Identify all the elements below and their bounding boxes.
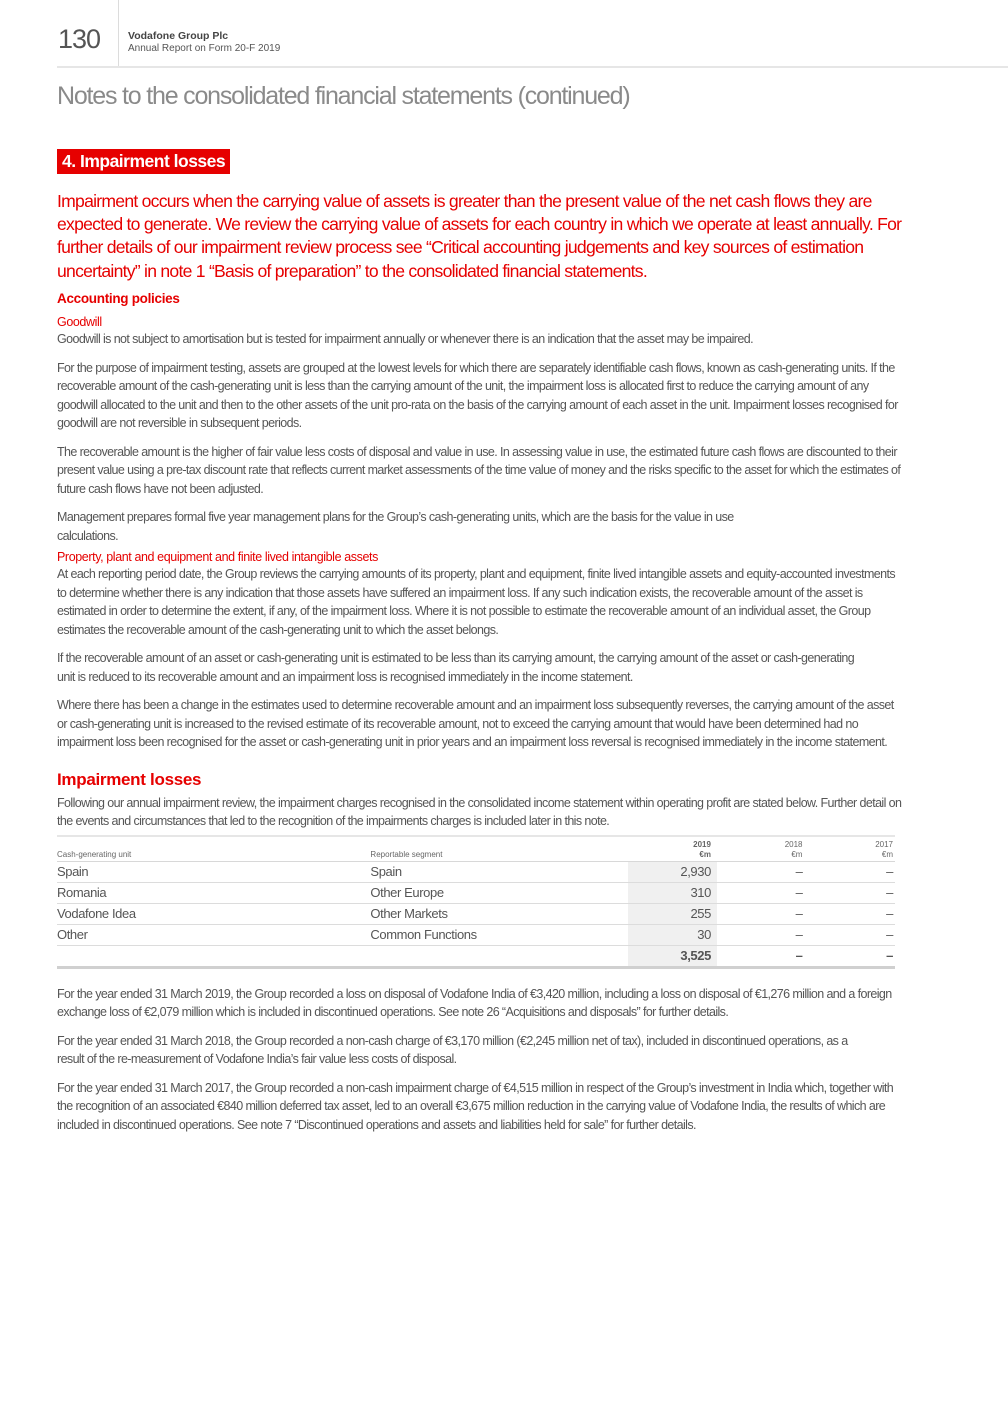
cell-2017: – xyxy=(804,903,895,924)
cell-2019: 310 xyxy=(628,882,717,903)
note-intro: Impairment occurs when the carrying value of assets is greater than the present value of the net cash flows they are expected to generate. We review the carrying value of assets for each country in which we operate at least annually. For further details of our impairment review process see “Critical accounting judgements and key sources of estimation uncertainty” in note 1 “Basis of preparation” to the consolidated financial statements. xyxy=(57,191,902,281)
header-divider xyxy=(118,0,119,66)
note-title-badge: 4. Impairment losses xyxy=(57,149,230,174)
ppe-paragraph: If the recoverable amount of an asset or cash-generating unit is estimated to be less than its carrying amount, the carrying amount of the asset or cash-generating unit is reduced to its recoverable amount and an impairment loss is recognised immediately in the income statement. xyxy=(57,651,855,684)
table-row xyxy=(57,861,895,882)
col-header-2017: 2017 €m xyxy=(875,839,893,859)
cell-2017: – xyxy=(804,924,895,945)
impairment-losses-intro: Following our annual impairment review, the impairment charges recognised in the consolidated income statement within operating profit are stated below. Further detail on the events and circumstances that led to the recognition of the impairments charges is included later in this note. xyxy=(57,795,902,828)
table-header-row xyxy=(57,836,895,862)
ppe-paragraph: At each reporting period date, the Group reviews the carrying amounts of its property, plant and equipment, finite lived intangible assets and equity-accounted investments to determine whether there is any indication that those assets have suffered an impairment loss. If any such indication exists, the recoverable amount of the asset is estimated in order to determine the extent, if any, of the impairment loss. Where it is not possible to estimate the recoverable amount of an individual asset, the Group estimates the recoverable amount of the cash-generating unit to which the asset belongs. xyxy=(57,567,895,637)
cell-2017: – xyxy=(804,861,895,882)
cell-2019: 30 xyxy=(628,924,717,945)
col-header-cgu: Cash-generating unit xyxy=(57,849,132,859)
cell-cgu: Spain xyxy=(57,861,370,882)
table-row xyxy=(57,924,895,945)
impairment-note-2018: For the year ended 31 March 2018, the Group recorded a non-cash charge of €3,170 million (€2,245 million net of tax), included in discontinued operations, as a result of the re-measurement of Vodafone India’s fair value less costs of disposal. xyxy=(57,1033,848,1066)
cell-2018: – xyxy=(717,924,805,945)
cell-segment: Common Functions xyxy=(370,924,628,945)
table-row xyxy=(57,882,895,903)
ppe-paragraph: Where there has been a change in the estimates used to determine recoverable amount and an impairment loss subsequently reverses, the carrying amount of the asset or cash-generating unit is increased to the revised estimate of its recoverable amount, not to exceed the carrying amount that would have been determined had no impairment loss been recognised for the asset or cash-generating unit in prior years and an impairment loss reversal is recognised immediately in the income statement. xyxy=(57,698,894,749)
goodwill-paragraph: For the purpose of impairment testing, assets are grouped at the lowest levels for which there are separately identifiable cash flows, known as cash-generating units. If the recoverable amount of the cash-generating unit is less than the carrying amount of the unit, the impairment loss is allocated first to reduce the carrying amount of any goodwill allocated to the unit and then to the other assets of the unit pro-rata on the basis of the carrying amount of each asset in the unit. Impairment losses recognised for goodwill are not reversible in subsequent periods. xyxy=(57,360,898,430)
col-header-2018: 2018 €m xyxy=(784,839,803,859)
cell-cgu: Other xyxy=(57,924,370,945)
col-header-segment: Reportable segment xyxy=(370,849,443,859)
cell-2018: – xyxy=(717,882,805,903)
table-total-row xyxy=(57,945,895,967)
total-2018: – xyxy=(717,945,805,967)
col-header-2019: 2019 €m xyxy=(693,839,711,859)
accounting-policies-heading: Accounting policies xyxy=(57,291,180,306)
total-2019: 3,525 xyxy=(628,945,717,967)
cell-2018: – xyxy=(717,903,805,924)
impairment-notes xyxy=(57,985,902,1135)
cell-cgu: Vodafone Idea xyxy=(57,903,370,924)
cell-2017: – xyxy=(804,882,895,903)
cell-segment: Other Europe xyxy=(370,882,628,903)
document-title: Notes to the consolidated financial statements (continued) xyxy=(57,82,630,110)
cell-segment: Spain xyxy=(370,861,628,882)
table-row xyxy=(57,903,895,924)
cell-cgu: Romania xyxy=(57,882,370,903)
impairment-note-2019: For the year ended 31 March 2019, the Group recorded a loss on disposal of Vodafone India of €3,420 million, including a loss on disposal of €1,276 million and a foreign exchange loss of €2,079 million which is included in discontinued operations. See note 26 “Acquisitions and disposals” for further details. xyxy=(57,986,892,1019)
impairment-table xyxy=(57,835,895,969)
company-name: Vodafone Group Plc xyxy=(128,30,229,42)
cell-2019: 255 xyxy=(628,903,717,924)
cell-empty xyxy=(57,945,370,967)
cell-segment: Other Markets xyxy=(370,903,628,924)
ppe-heading: Property, plant and equipment and finite lived intangible assets xyxy=(57,550,378,564)
note-body xyxy=(57,291,902,1144)
header-rule xyxy=(57,66,1008,68)
cell-empty xyxy=(370,945,628,967)
total-2017: – xyxy=(804,945,895,967)
goodwill-paragraph: Management prepares formal five year management plans for the Group’s cash-generating units, which are the basis for the value in use calculations. xyxy=(57,510,734,543)
impairment-note-2017: For the year ended 31 March 2017, the Group recorded a non-cash impairment charge of €4,515 million in respect of the Group’s investment in India which, together with the recognition of an associated €840 million deferred tax asset, led to an overall €3,675 million reduction in the carrying value of Vodafone India, the results of which are included in discontinued operations. See note 7 “Discontinued operations and assets and liabilities held for sale” for further details. xyxy=(57,1080,894,1132)
goodwill-paragraph: The recoverable amount is the higher of fair value less costs of disposal and value in use. In assessing value in use, the estimated future cash flows are discounted to their present value using a pre-tax discount rate that reflects current market assessments of the time value of money and the risks specific to the asset for which the estimates of future cash flows have not been adjusted. xyxy=(57,444,901,496)
cell-2018: – xyxy=(717,861,805,882)
cell-2019: 2,930 xyxy=(628,861,717,882)
goodwill-heading: Goodwill xyxy=(57,315,102,329)
report-name: Annual Report on Form 20-F 2019 xyxy=(128,43,281,54)
page-number: 130 xyxy=(58,24,101,54)
goodwill-paragraph: Goodwill is not subject to amortisation but is tested for impairment annually or whenever there is an indication that the asset may be impaired. xyxy=(57,332,753,346)
impairment-losses-heading: Impairment losses xyxy=(57,769,202,789)
page-header xyxy=(0,0,1008,68)
